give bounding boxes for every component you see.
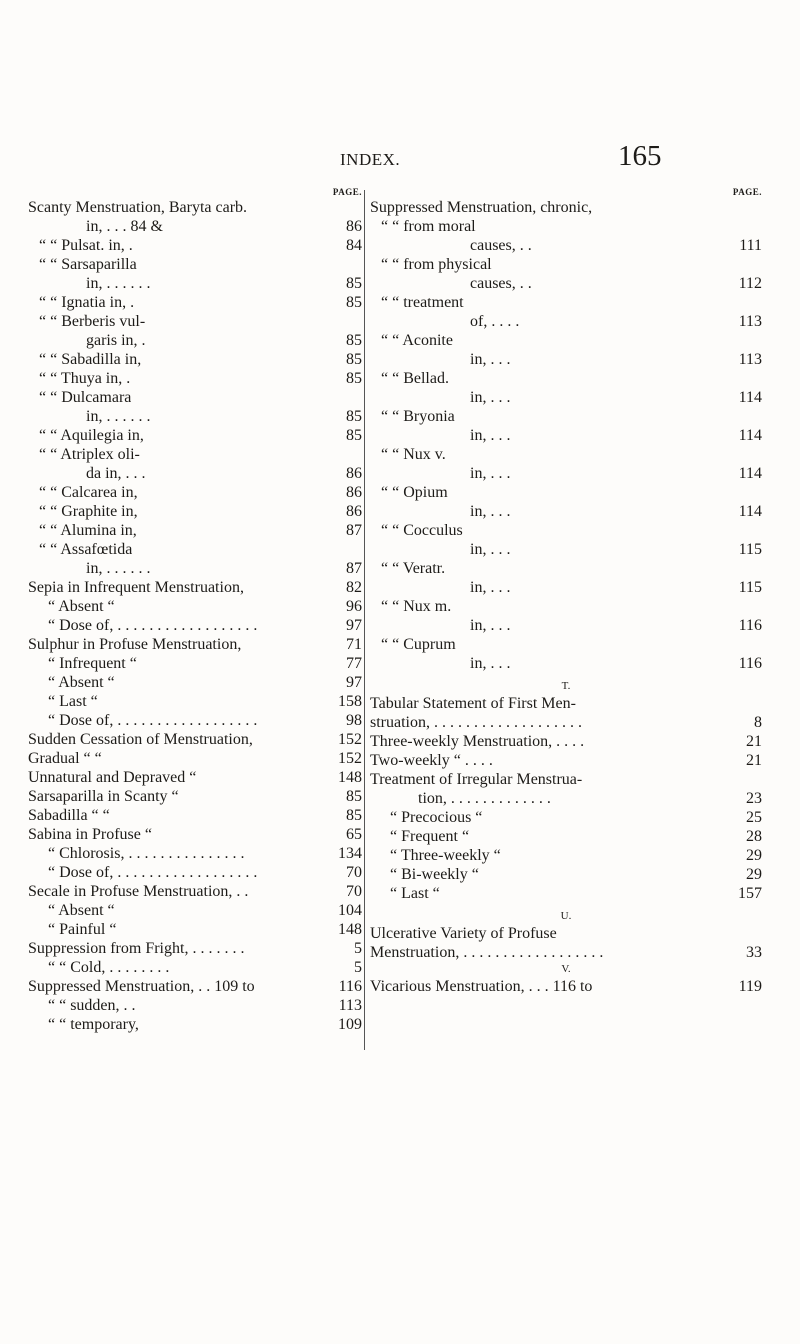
entry-page-number: 114 <box>738 503 762 520</box>
entry-page-number: 5 <box>354 959 362 976</box>
index-entry <box>28 312 362 331</box>
entry-text: in, . . . <box>470 579 511 596</box>
entry-text: Two-weekly “ . . . . <box>370 752 493 769</box>
index-entry <box>28 616 362 635</box>
index-entry <box>370 293 762 312</box>
entry-text: Menstruation, . . . . . . . . . . . . . . . . . . <box>370 944 604 961</box>
index-entry <box>28 578 362 597</box>
section-v-entries <box>370 977 762 996</box>
entry-text: causes, . . <box>470 275 532 292</box>
entry-page-number: 21 <box>746 733 762 750</box>
entry-page-number: 109 <box>338 1016 362 1033</box>
index-entry <box>370 274 762 293</box>
entry-text: “ “ Graphite in, <box>39 503 138 520</box>
entry-text: in, . . . 84 & <box>86 218 163 235</box>
entry-page-number: 104 <box>338 902 362 919</box>
entry-page-number: 86 <box>346 503 362 520</box>
entry-text: “ Painful “ <box>48 921 117 938</box>
entry-text: Ulcerative Variety of Profuse <box>370 925 557 942</box>
entry-text: “ “ Aquilegia in, <box>39 427 144 444</box>
entry-page-number: 87 <box>346 560 362 577</box>
entry-text: “ Chlorosis, . . . . . . . . . . . . . . . <box>48 845 245 862</box>
entry-page-number: 29 <box>746 847 762 864</box>
page-column-label: PAGE. <box>332 187 362 197</box>
entry-text: Vicarious Menstruation, . . . 116 to <box>370 978 593 995</box>
entry-page-number: 111 <box>739 237 762 254</box>
section-u-entries <box>370 924 762 962</box>
entry-page-number: 85 <box>346 351 362 368</box>
index-entry <box>28 939 362 958</box>
index-entry <box>370 369 762 388</box>
entry-text: Sepia in Infrequent Menstruation, <box>28 579 244 596</box>
entry-text: “ “ Thuya in, . <box>39 370 131 387</box>
entry-text: garis in, . <box>86 332 146 349</box>
index-entry <box>28 407 362 426</box>
entry-text: Suppressed Menstruation, . . 109 to <box>28 978 255 995</box>
index-entry <box>370 751 762 770</box>
entry-page-number: 115 <box>738 541 762 558</box>
entry-text: “ “ Berberis vul- <box>39 313 146 330</box>
index-entry <box>370 732 762 751</box>
entry-page-number: 148 <box>338 921 362 938</box>
index-entry <box>28 464 362 483</box>
entry-text: “ “ Atriplex oli- <box>39 446 140 463</box>
entry-page-number: 25 <box>746 809 762 826</box>
right-entries <box>370 198 762 673</box>
entry-page-number: 98 <box>346 712 362 729</box>
index-entry <box>28 996 362 1015</box>
entry-text: “ “ Assafœtida <box>39 541 133 558</box>
page-number: 165 <box>618 140 662 172</box>
entry-page-number: 152 <box>338 750 362 767</box>
entry-text: in, . . . . . . <box>86 408 151 425</box>
entry-page-number: 29 <box>746 866 762 883</box>
entry-page-number: 85 <box>346 408 362 425</box>
index-entry <box>370 445 762 464</box>
index-entry <box>28 540 362 559</box>
entry-text: Sudden Cessation of Menstruation, <box>28 731 253 748</box>
index-entry <box>370 255 762 274</box>
entry-text: “ Last “ <box>48 693 98 710</box>
entry-text: “ “ Bryonia <box>381 408 455 425</box>
entry-text: “ Dose of, . . . . . . . . . . . . . . . . . . <box>48 712 258 729</box>
entry-page-number: 148 <box>338 769 362 786</box>
index-entry <box>370 808 762 827</box>
entry-text: “ “ Ignatia in, . <box>39 294 135 311</box>
index-entry <box>370 977 762 996</box>
entry-page-number: 85 <box>346 294 362 311</box>
entry-text: Gradual “ “ <box>28 750 102 767</box>
entry-text: Secale in Profuse Menstruation, . . <box>28 883 249 900</box>
entry-text: “ “ Cocculus <box>381 522 463 539</box>
index-entry <box>28 426 362 445</box>
index-entry <box>28 255 362 274</box>
entry-page-number: 85 <box>346 807 362 824</box>
entry-text: “ “ Alumina in, <box>39 522 137 539</box>
entry-page-number: 134 <box>338 845 362 862</box>
entry-text: in, . . . <box>470 389 511 406</box>
entry-text: struation, . . . . . . . . . . . . . . . . . . . <box>370 714 582 731</box>
entry-page-number: 112 <box>738 275 762 292</box>
index-entry <box>370 388 762 407</box>
section-letter-u: U. <box>560 910 572 922</box>
index-entry <box>28 445 362 464</box>
entry-page-number: 116 <box>738 655 762 672</box>
entry-page-number: 96 <box>346 598 362 615</box>
entry-text: “ Three-weekly “ <box>390 847 501 864</box>
entry-text: “ Absent “ <box>48 674 115 691</box>
left-column <box>28 186 362 1034</box>
entry-text: “ “ temporary, <box>48 1016 139 1033</box>
index-entry <box>370 217 762 236</box>
entry-page-number: 70 <box>346 883 362 900</box>
index-entry <box>28 920 362 939</box>
page-header <box>0 140 800 180</box>
index-entry <box>28 654 362 673</box>
entry-text: “ “ Sabadilla in, <box>39 351 142 368</box>
index-entry <box>28 236 362 255</box>
entry-page-number: 87 <box>346 522 362 539</box>
entry-page-number: 21 <box>746 752 762 769</box>
entry-text: “ Bi-weekly “ <box>390 866 479 883</box>
index-entry <box>28 882 362 901</box>
entry-page-number: 157 <box>738 885 762 902</box>
entry-text: Scanty Menstruation, Baryta carb. <box>28 199 248 216</box>
index-entry <box>370 578 762 597</box>
entry-page-number: 158 <box>338 693 362 710</box>
index-entry <box>28 844 362 863</box>
entry-text: in, . . . <box>470 503 511 520</box>
index-entry <box>28 901 362 920</box>
page-column-label: PAGE. <box>732 187 762 197</box>
entry-text: Three-weekly Menstruation, . . . . <box>370 733 585 750</box>
entry-text: Treatment of Irregular Menstrua- <box>370 771 583 788</box>
index-entry <box>370 770 762 789</box>
entry-text: in, . . . . . . <box>86 275 151 292</box>
entry-text: in, . . . <box>470 655 511 672</box>
index-entry <box>370 198 762 217</box>
index-entry <box>370 312 762 331</box>
entry-text: “ Last “ <box>390 885 440 902</box>
entry-page-number: 119 <box>738 978 762 995</box>
index-entry <box>370 884 762 903</box>
entry-text: “ “ Dulcamara <box>39 389 132 406</box>
index-entry <box>28 559 362 578</box>
index-entry <box>28 806 362 825</box>
entry-page-number: 77 <box>346 655 362 672</box>
entry-page-number: 85 <box>346 427 362 444</box>
index-entry <box>370 407 762 426</box>
index-entry <box>370 713 762 732</box>
index-entry <box>370 865 762 884</box>
index-entry <box>28 635 362 654</box>
entry-text: in, . . . <box>470 351 511 368</box>
entry-text: “ “ Nux v. <box>381 446 446 463</box>
entry-text: in, . . . <box>470 541 511 558</box>
entry-text: “ “ Opium <box>381 484 448 501</box>
entry-text: “ “ Veratr. <box>381 560 446 577</box>
entry-text: “ “ from physical <box>381 256 492 273</box>
entry-text: “ “ from moral <box>381 218 476 235</box>
index-entry <box>28 711 362 730</box>
entry-text: “ Dose of, . . . . . . . . . . . . . . . . . . <box>48 864 258 881</box>
section-letter-t: T. <box>561 680 571 692</box>
index-entry <box>28 673 362 692</box>
entry-text: da in, . . . <box>86 465 146 482</box>
section-t-entries <box>370 694 762 903</box>
entry-page-number: 86 <box>346 465 362 482</box>
entry-page-number: 86 <box>346 484 362 501</box>
entry-text: Sulphur in Profuse Menstruation, <box>28 636 242 653</box>
index-entry <box>28 388 362 407</box>
entry-text: Unnatural and Depraved “ <box>28 769 197 786</box>
index-entry <box>370 924 762 943</box>
entry-text: Suppression from Fright, . . . . . . . <box>28 940 245 957</box>
entry-text: “ “ Aconite <box>381 332 453 349</box>
index-entry <box>370 616 762 635</box>
index-entry <box>370 635 762 654</box>
index-entry <box>28 293 362 312</box>
index-entry <box>370 464 762 483</box>
index-entry <box>370 827 762 846</box>
index-entry <box>28 198 362 217</box>
entry-page-number: 23 <box>746 790 762 807</box>
index-entry <box>370 654 762 673</box>
entry-page-number: 97 <box>346 617 362 634</box>
index-entry <box>28 331 362 350</box>
entry-text: “ “ Sarsaparilla <box>39 256 137 273</box>
entry-text: in, . . . <box>470 617 511 634</box>
entry-page-number: 85 <box>346 788 362 805</box>
index-entry <box>28 787 362 806</box>
page-title: INDEX. <box>340 150 401 169</box>
entry-page-number: 97 <box>346 674 362 691</box>
index-entry <box>28 958 362 977</box>
entry-page-number: 86 <box>346 218 362 235</box>
entry-page-number: 65 <box>346 826 362 843</box>
index-entry <box>28 768 362 787</box>
index-entry <box>370 597 762 616</box>
entry-text: “ Absent “ <box>48 598 115 615</box>
entry-page-number: 33 <box>746 944 762 961</box>
entry-page-number: 114 <box>738 465 762 482</box>
section-letter-v: V. <box>561 963 571 975</box>
index-entry <box>370 846 762 865</box>
entry-page-number: 116 <box>738 617 762 634</box>
entry-page-number: 113 <box>738 313 762 330</box>
entry-page-number: 82 <box>346 579 362 596</box>
entry-text: of, . . . . <box>470 313 520 330</box>
index-entry <box>28 597 362 616</box>
entry-text: “ “ treatment <box>381 294 464 311</box>
entry-page-number: 85 <box>346 332 362 349</box>
entry-page-number: 85 <box>346 275 362 292</box>
entry-text: “ “ Pulsat. in, . <box>39 237 133 254</box>
index-entry <box>28 863 362 882</box>
index-entry <box>370 521 762 540</box>
entry-text: “ “ Cuprum <box>381 636 456 653</box>
entry-text: “ “ Nux m. <box>381 598 452 615</box>
entry-text: Suppressed Menstruation, chronic, <box>370 199 593 216</box>
entry-text: “ “ Cold, . . . . . . . . <box>48 959 170 976</box>
right-column <box>370 186 762 996</box>
index-entry <box>28 749 362 768</box>
entry-text: “ “ sudden, . . <box>48 997 136 1014</box>
entry-text: “ Precocious “ <box>390 809 483 826</box>
entry-text: “ “ Bellad. <box>381 370 449 387</box>
entry-page-number: 113 <box>338 997 362 1014</box>
entry-text: Sabina in Profuse “ <box>28 826 152 843</box>
index-entry <box>370 502 762 521</box>
entry-page-number: 28 <box>746 828 762 845</box>
entry-text: tion, . . . . . . . . . . . . . <box>418 790 551 807</box>
entry-page-number: 8 <box>754 714 762 731</box>
entry-text: “ Frequent “ <box>390 828 470 845</box>
entry-text: Tabular Statement of First Men- <box>370 695 576 712</box>
entry-page-number: 113 <box>738 351 762 368</box>
column-divider <box>364 190 365 1050</box>
index-entry <box>370 426 762 445</box>
entry-text: “ “ Calcarea in, <box>39 484 138 501</box>
index-entry <box>28 350 362 369</box>
index-entry <box>370 331 762 350</box>
index-entry <box>370 540 762 559</box>
index-entry <box>370 483 762 502</box>
entry-page-number: 71 <box>346 636 362 653</box>
index-entry <box>28 274 362 293</box>
index-entry <box>28 217 362 236</box>
entry-text: “ Infrequent “ <box>48 655 137 672</box>
index-entry <box>370 943 762 962</box>
index-entry <box>370 559 762 578</box>
index-entry <box>28 692 362 711</box>
entry-page-number: 152 <box>338 731 362 748</box>
entry-text: causes, . . <box>470 237 532 254</box>
entry-text: Sarsaparilla in Scanty “ <box>28 788 179 805</box>
entry-page-number: 116 <box>338 978 362 995</box>
entry-page-number: 114 <box>738 389 762 406</box>
entry-page-number: 84 <box>346 237 362 254</box>
entry-text: “ Dose of, . . . . . . . . . . . . . . . . . . <box>48 617 258 634</box>
index-entry <box>28 502 362 521</box>
entry-text: “ Absent “ <box>48 902 115 919</box>
entry-text: in, . . . <box>470 427 511 444</box>
index-entry <box>28 825 362 844</box>
entry-text: in, . . . <box>470 465 511 482</box>
index-entry <box>28 369 362 388</box>
entry-page-number: 70 <box>346 864 362 881</box>
index-entry <box>28 730 362 749</box>
entry-text: Sabadilla “ “ <box>28 807 110 824</box>
index-entry <box>370 694 762 713</box>
entry-text: in, . . . . . . <box>86 560 151 577</box>
entry-page-number: 115 <box>738 579 762 596</box>
index-entry <box>28 521 362 540</box>
index-entry <box>370 236 762 255</box>
index-entry <box>370 350 762 369</box>
left-entries <box>28 198 362 1034</box>
index-entry <box>28 977 362 996</box>
entry-page-number: 85 <box>346 370 362 387</box>
index-entry <box>28 483 362 502</box>
index-entry <box>28 1015 362 1034</box>
entry-page-number: 5 <box>354 940 362 957</box>
index-entry <box>370 789 762 808</box>
entry-page-number: 114 <box>738 427 762 444</box>
